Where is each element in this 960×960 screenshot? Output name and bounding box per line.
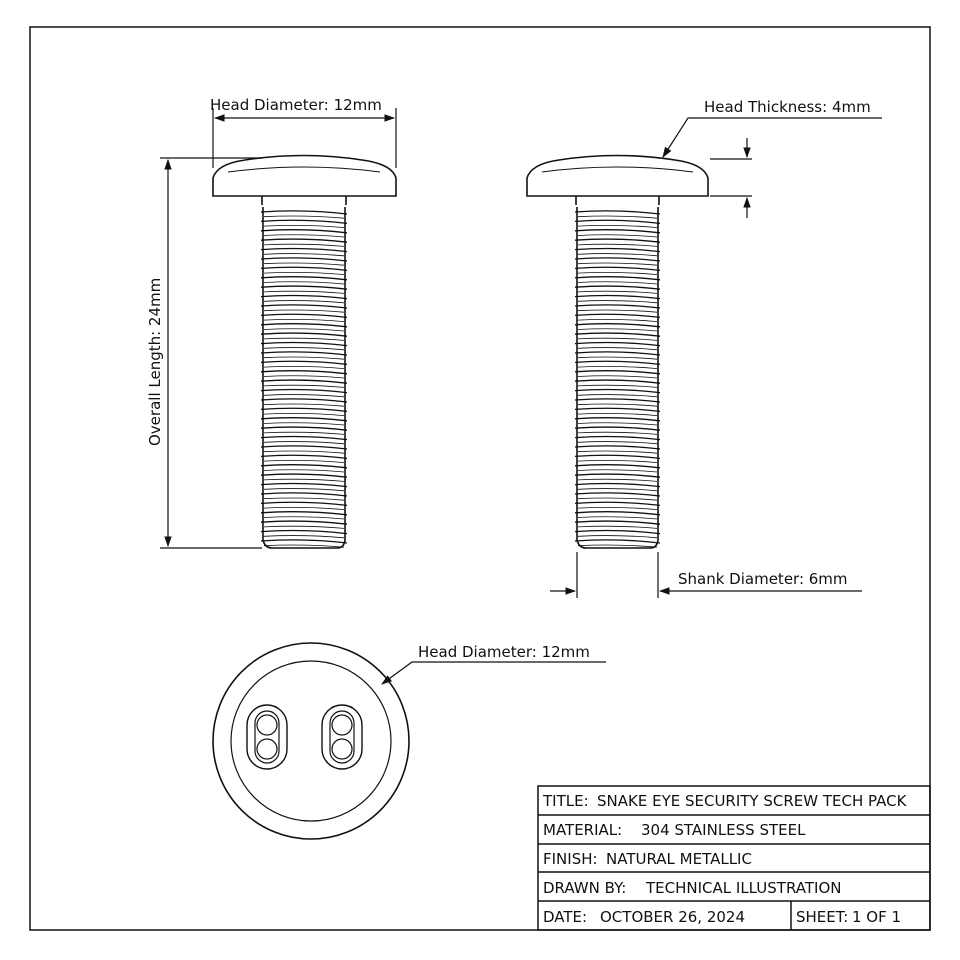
thread-root	[264, 376, 344, 378]
thread-root	[264, 291, 344, 293]
thread-root	[578, 423, 657, 425]
thread-root	[264, 489, 344, 491]
screw-side-view-right	[527, 156, 708, 549]
thread-root	[264, 357, 344, 359]
thread-crest	[261, 342, 347, 345]
thread-crest	[261, 230, 347, 233]
thread-crest	[575, 455, 660, 458]
thread-crest	[261, 502, 347, 505]
thread-root	[264, 244, 344, 246]
thread-crest	[575, 380, 660, 383]
thread-crest	[575, 436, 660, 439]
thread-crest	[261, 493, 347, 496]
thread-crest	[261, 465, 347, 468]
head-thickness-label: Head Thickness: 4mm	[704, 98, 871, 116]
thread-root	[264, 507, 344, 509]
thread-root	[264, 263, 344, 265]
finish-value: NATURAL METALLIC	[606, 850, 752, 868]
thread-root	[578, 536, 657, 538]
thread-root	[578, 451, 657, 453]
thread-crest	[575, 371, 660, 374]
thread-root	[264, 423, 344, 425]
thread-crest	[575, 512, 660, 515]
head-diameter-label-side: Head Diameter: 12mm	[210, 96, 382, 114]
thread-root	[578, 366, 657, 368]
thread-root	[578, 357, 657, 359]
thread-root	[264, 235, 344, 237]
thread-crest	[261, 248, 347, 251]
thread-root	[264, 536, 344, 538]
thread-root	[578, 479, 657, 481]
thread-root	[578, 254, 657, 256]
thread-root	[578, 385, 657, 387]
sheet-value: 1 OF 1	[852, 908, 902, 926]
thread-root	[264, 329, 344, 331]
thread-crest	[575, 446, 660, 449]
thread-pattern-left	[261, 211, 347, 547]
head-diameter-dimension-top	[382, 662, 606, 684]
date-value: OCTOBER 26, 2024	[600, 908, 746, 926]
overall-length-label: Overall Length: 24mm	[146, 277, 164, 446]
thread-crest	[261, 211, 347, 214]
thread-crest	[575, 324, 660, 327]
thread-crest	[261, 295, 347, 298]
thread-crest	[575, 399, 660, 402]
thread-crest	[261, 314, 347, 317]
thread-crest	[575, 239, 660, 242]
thread-root	[264, 254, 344, 256]
thread-crest	[575, 267, 660, 270]
thread-crest	[575, 502, 660, 505]
thread-root	[264, 385, 344, 387]
thread-root	[578, 470, 657, 472]
thread-root	[578, 216, 657, 218]
thread-root	[264, 460, 344, 462]
thread-root	[264, 442, 344, 444]
thread-crest	[575, 286, 660, 289]
thread-crest	[261, 380, 347, 383]
thread-root	[578, 301, 657, 303]
thread-root	[578, 376, 657, 378]
thread-root	[264, 216, 344, 218]
thread-root	[264, 301, 344, 303]
thread-root	[264, 526, 344, 528]
thread-root	[578, 489, 657, 491]
thread-crest	[261, 540, 347, 543]
thread-crest	[575, 427, 660, 430]
thread-root	[578, 460, 657, 462]
thread-crest	[261, 286, 347, 289]
thread-crest	[261, 427, 347, 430]
thread-crest	[261, 371, 347, 374]
thread-root	[264, 319, 344, 321]
thread-root	[578, 329, 657, 331]
thread-crest	[261, 399, 347, 402]
thread-root	[264, 451, 344, 453]
sheet-label: SHEET:	[796, 908, 849, 926]
thread-crest	[261, 530, 347, 533]
thread-crest	[261, 239, 347, 242]
shank-diameter-label: Shank Diameter: 6mm	[678, 570, 848, 588]
thread-crest	[575, 211, 660, 214]
thread-root	[578, 338, 657, 340]
thread-root	[264, 498, 344, 500]
thread-crest	[575, 474, 660, 477]
thread-crest	[575, 493, 660, 496]
thread-crest	[261, 333, 347, 336]
thread-root	[264, 413, 344, 415]
thread-crest	[575, 258, 660, 261]
thread-root	[264, 272, 344, 274]
thread-root	[264, 338, 344, 340]
thread-crest	[261, 483, 347, 486]
thread-root	[264, 545, 344, 547]
thread-crest	[261, 455, 347, 458]
thread-root	[264, 225, 344, 227]
thread-crest	[261, 277, 347, 280]
thread-crest	[575, 408, 660, 411]
thread-root	[578, 404, 657, 406]
thread-crest	[261, 220, 347, 223]
thread-crest	[575, 465, 660, 468]
thread-root	[264, 404, 344, 406]
thread-crest	[261, 267, 347, 270]
drawn-by-label: DRAWN BY:	[543, 879, 627, 897]
thread-root	[264, 395, 344, 397]
thread-root	[578, 413, 657, 415]
thread-root	[578, 263, 657, 265]
thread-root	[578, 348, 657, 350]
thread-root	[578, 507, 657, 509]
thread-root	[578, 319, 657, 321]
head-diameter-label-top: Head Diameter: 12mm	[418, 643, 590, 661]
thread-crest	[261, 512, 347, 515]
thread-crest	[261, 446, 347, 449]
thread-crest	[261, 408, 347, 411]
thread-crest	[261, 324, 347, 327]
screw-side-view-left	[213, 156, 396, 549]
thread-crest	[575, 418, 660, 421]
finish-label: FINISH:	[543, 850, 598, 868]
thread-root	[264, 517, 344, 519]
thread-crest	[575, 305, 660, 308]
thread-root	[578, 310, 657, 312]
thread-root	[264, 432, 344, 434]
thread-root	[578, 442, 657, 444]
thread-root	[264, 310, 344, 312]
title-label: TITLE:	[543, 792, 589, 810]
thread-root	[578, 272, 657, 274]
thread-crest	[261, 521, 347, 524]
thread-crest	[261, 361, 347, 364]
overall-length-dimension	[160, 158, 262, 548]
thread-root	[578, 395, 657, 397]
thread-crest	[261, 436, 347, 439]
material-value: 304 STAINLESS STEEL	[641, 821, 806, 839]
thread-root	[578, 244, 657, 246]
thread-root	[264, 479, 344, 481]
thread-root	[578, 517, 657, 519]
thread-crest	[575, 342, 660, 345]
drawn-by-value: TECHNICAL ILLUSTRATION	[646, 879, 842, 897]
thread-crest	[575, 389, 660, 392]
thread-crest	[575, 333, 660, 336]
thread-root	[578, 235, 657, 237]
thread-crest	[261, 418, 347, 421]
date-label: DATE:	[543, 908, 588, 926]
thread-crest	[261, 305, 347, 308]
thread-pattern-right	[575, 211, 660, 547]
thread-crest	[575, 248, 660, 251]
thread-root	[578, 498, 657, 500]
thread-crest	[575, 540, 660, 543]
screw-top-view	[213, 643, 409, 839]
thread-crest	[575, 530, 660, 533]
title-value: SNAKE EYE SECURITY SCREW TECH PACK	[597, 792, 907, 810]
thread-root	[578, 432, 657, 434]
thread-crest	[575, 277, 660, 280]
thread-crest	[575, 483, 660, 486]
thread-crest	[261, 389, 347, 392]
thread-root	[264, 366, 344, 368]
thread-root	[578, 545, 657, 547]
thread-root	[578, 282, 657, 284]
thread-crest	[575, 220, 660, 223]
thread-crest	[575, 314, 660, 317]
thread-crest	[575, 521, 660, 524]
thread-crest	[575, 230, 660, 233]
thread-root	[264, 282, 344, 284]
thread-crest	[575, 295, 660, 298]
material-label: MATERIAL:	[543, 821, 623, 839]
thread-crest	[575, 361, 660, 364]
thread-root	[264, 470, 344, 472]
thread-root	[578, 225, 657, 227]
thread-root	[578, 526, 657, 528]
thread-crest	[261, 474, 347, 477]
thread-crest	[261, 352, 347, 355]
thread-crest	[261, 258, 347, 261]
thread-crest	[575, 352, 660, 355]
thread-root	[264, 348, 344, 350]
thread-root	[578, 291, 657, 293]
